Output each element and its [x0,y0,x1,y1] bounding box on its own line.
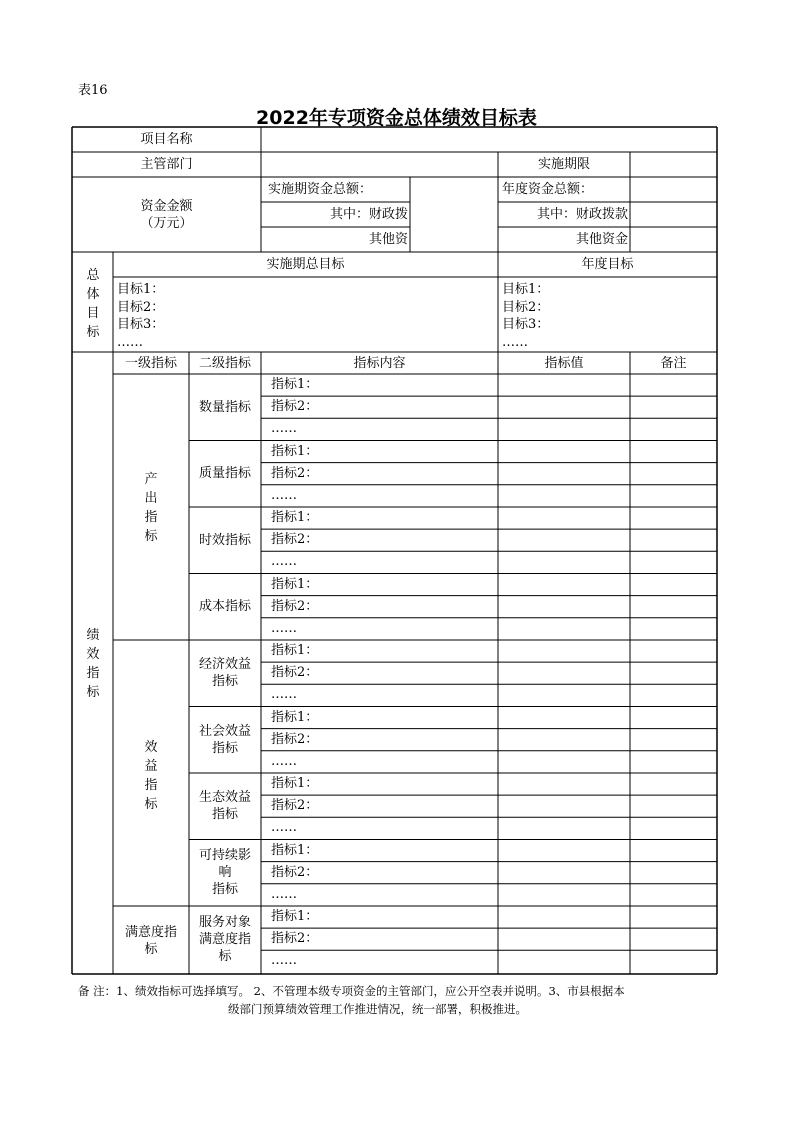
indicator-row-label: …… [271,687,297,703]
indicator-row-label: 指标2： [271,399,319,415]
indicator-row-label: …… [271,554,297,570]
col-value: 指标值 [544,356,584,371]
indicator-row-label: …… [271,421,297,437]
level2-indicator: 质量指标 [198,466,251,482]
label-output-indicators: 产 出 指 标 [144,472,158,544]
indicator-row-label: …… [271,953,297,969]
indicator-row-label: 指标1： [271,643,319,658]
indicator-row-label: 指标1： [271,377,319,392]
label-year-goal: 年度目标 [581,257,634,272]
col-content: 指标内容 [353,356,406,371]
indicator-row-label: …… [271,820,297,836]
label-benefit-indicators: 效 益 指 标 [144,740,158,812]
level2-indicator: 服务对象 满意度指 标 [198,914,251,964]
level2-indicator: 时效指标 [198,532,251,548]
col-note: 备注 [660,356,687,371]
label-department: 主管部门 [140,157,193,172]
level2-indicator: 经济效益 指标 [198,657,251,690]
indicator-row-label: 指标1： [271,909,319,924]
level2-indicator: 成本指标 [198,599,251,615]
indicator-row-label: …… [271,487,297,503]
label-fund-amount: 资金金额 （万元） [140,199,193,231]
indicator-row-label: 指标1： [271,510,319,525]
level2-indicator: 生态效益 指标 [198,790,251,823]
label-satisfaction-indicators: 满意度指 标 [124,925,177,957]
label-period-total: 实施期资金总额： [268,182,373,197]
indicator-row-label: 指标2： [271,731,319,747]
indicator-row-label: 指标2： [271,931,319,947]
table-label: 表16 [78,83,108,98]
footnote-line-1: 备 注：1、绩效指标可选择填写。 2、不管理本级专项资金的主管部门，应公开空表并说明。3、市县根据本 [78,984,625,998]
label-overall-goals: 总 体 目 标 [86,268,100,340]
indicator-row-label: …… [271,620,297,636]
label-period-fiscal: 其中：财政拨 [329,207,408,222]
label-performance-indicators: 绩 效 指 标 [86,628,100,700]
label-period-other: 其他资 [368,232,408,247]
footnote-line-2: 级部门预算绩效管理工作推进情况，统一部署，积极推进。 [228,1002,527,1016]
col-level1: 一级指标 [124,356,177,371]
level2-indicator: 数量指标 [198,399,251,415]
label-year-fiscal: 其中：财政拨款 [536,207,628,222]
label-project-name: 项目名称 [140,132,193,147]
col-level2: 二级指标 [198,356,251,371]
indicator-row-label: 指标1： [271,776,319,791]
indicator-row-label: 指标2： [271,598,319,614]
label-period-goal: 实施期总目标 [266,257,345,272]
indicator-row-label: …… [271,753,297,769]
period-goal-items: 目标1： 目标2： 目标3： …… [117,282,165,350]
label-period: 实施期限 [537,157,590,172]
indicator-row-label: 指标1： [271,709,319,725]
indicator-row-label: 指标2： [271,665,319,681]
label-year-total: 年度资金总额： [502,182,594,197]
indicator-row-label: 指标2： [271,465,319,481]
indicator-row-label: …… [271,886,297,902]
indicator-row-label: 指标1： [271,842,319,858]
indicator-row-label: 指标1： [271,443,319,459]
indicator-row-label: 指标2： [271,532,319,548]
indicator-row-label: 指标2： [271,864,319,880]
level2-indicator: 可持续影 响 指标 [198,848,251,898]
label-year-other: 其他资金 [575,232,628,247]
indicator-row-label: 指标1： [271,576,319,592]
year-goal-items: 目标1： 目标2： 目标3： …… [502,282,550,350]
document-title: 2022年专项资金总体绩效目标表 [256,107,537,129]
level2-indicator: 社会效益 指标 [198,723,251,756]
footnote [78,982,718,1018]
indicator-row-label: 指标2： [271,798,319,814]
